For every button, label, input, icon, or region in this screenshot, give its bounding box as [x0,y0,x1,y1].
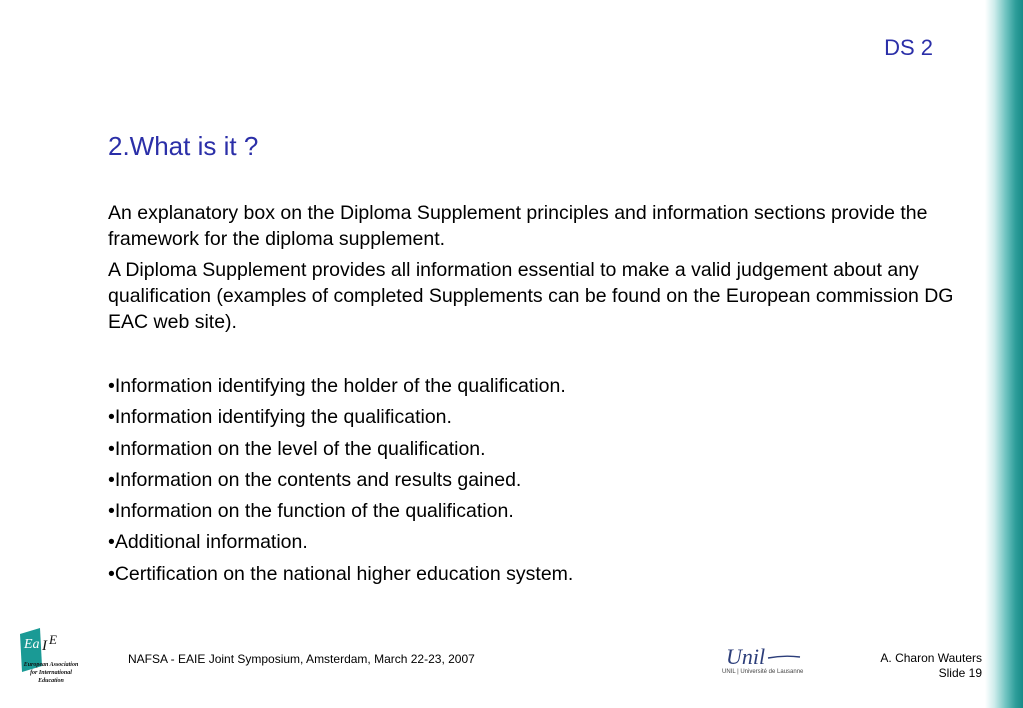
slide-body [108,200,958,340]
footer-author: A. Charon Wauters [880,651,982,665]
bullet-list [108,373,958,592]
unil-logo [722,640,822,682]
svg-text:Unil: Unil [726,644,766,669]
footer-event: NAFSA - EAIE Joint Symposium, Amsterdam, March 22-23, 2007 [128,652,475,666]
unil-caption: UNIL | Université de Lausanne [722,669,804,675]
side-decoration-bar [985,0,1023,708]
bullet-item: •Information identifying the holder of the qualification. [108,375,566,397]
eaie-logo-text: European Association for International Education [23,662,79,684]
svg-text:I: I [42,638,47,654]
bullet-item: •Additional information. [108,531,308,554]
bullet-item: •Information on the level of the qualification. [108,437,486,460]
paragraph: A Diploma Supplement provides all information essential to make a valid judgement about any qualification (examples of completed Supplements can be found on the European commission DG EAC web site). [108,259,954,333]
bullet-item: •Information on the contents and results gained. [108,468,522,491]
paragraph: An explanatory box on the Diploma Supplement principles and information sections provide the framework for the diploma supplement. [108,202,928,250]
footer-right [880,651,982,681]
slide-title: 2.What is it ? [108,131,259,161]
bullet-item: •Information identifying the qualification. [108,406,452,429]
svg-text:E: E [49,632,57,647]
bullet-item: •Information on the function of the qualification. [108,500,514,523]
footer-slide-number: Slide 19 [938,666,982,680]
svg-text:Ea: Ea [24,637,40,652]
slide-tag: DS 2 [884,35,933,60]
bullet-item: •Certification on the national higher education system. [108,562,574,585]
